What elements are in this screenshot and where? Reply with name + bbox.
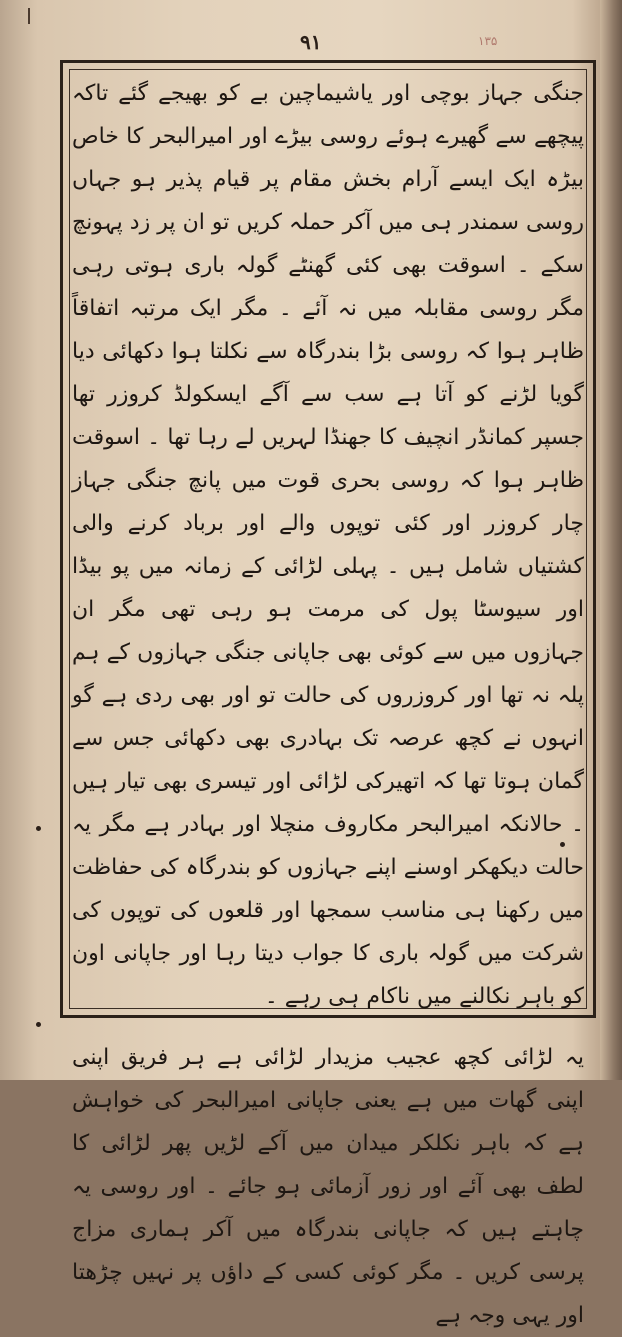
ink-dot [36, 1022, 41, 1027]
page-number: ۹۱ [300, 30, 322, 54]
folio-mark: ۱۳۵ [478, 34, 498, 48]
ink-dot [36, 826, 41, 831]
paragraph-1: جنگی جہاز بوچی اور یاشیماچین بے کو بھیجے گئے تاکہ پیچھے سے گھیرے ہوئے روسی بیڑے اور امیرالبحر کا خاص بیڑہ ایک ایسے آرام بخش مقام پر قیام پذیر ہو جہاں روسی سمندر ہی میں آکر حملہ کریں تو ان پر زد پہونچ سکے ۔ اسوقت بھی کئی گھنٹے گولہ باری ہوتی رہی مگر روسی مقابلہ میں نہ آئے ۔ مگر ایک مرتبہ اتفاقاً ظاہر ہوا کہ روسی بڑا بندرگاہ سے نکلتا ہوا دکھائی دیا گویا لڑنے کو آتا ہے سب سے آگے ایسکولڈ کروزر تھا جسپر کمانڈر انچیف کا جھنڈا لہریں لے رہا تھا ۔ اسوقت ظاہر ہوا کہ روسی بحری قوت میں پانچ جنگی جہاز چار کروزر اور کئی توپوں والے اور برباد کرنے والی کشتیاں شامل ہیں ۔ پہلی لڑائی کے زمانہ میں پو بیڈا اور سیوسٹا پول کی مرمت ہو رہی تھی مگر ان جہازوں میں سے کوئی بھی جاپانی جنگی جہازوں کے ہم پلہ نہ تھا اور کروزروں کی حالت تو اور بھی ردی ہے گو انہوں نے کچھ عرصہ تک بہادری بھی دکھائی جس سے گمان ہوتا تھا کہ اتھیرکی لڑائی اور تیسری بھی تیار ہیں ۔ حالانکہ امیرالبحر مکاروف منچلا اور بہادر ہے مگر یہ حالت دیکھکر اوسنے اپنے جہازوں کو بندرگاہ کی حفاظت میں رکھنا ہی مناسب سمجھا اور قلعوں کی توپوں کی شرکت میں گولہ باری کا جواب دیتا رہا اور جاپانی اون کو باہر نکالنے میں ناکام ہی رہے ۔ [72, 81, 584, 1009]
corner-mark [28, 8, 30, 24]
paragraph-2: یہ لڑائی کچھ عجیب مزیدار لڑائی ہے ہر فریق اپنی اپنی گھات میں ہے یعنی جاپانی امیرالبحر کی خواہش ہے کہ باہر نکلکر میدان میں آکے لڑیں پھر لڑائی کا لطف بھی آئے اور زور آزمائی ہو جائے ۔ اور روسی یہ چاہتے ہیں کہ جاپانی بندرگاہ میں آکر ہماری مزاج پرسی کریں ۔ مگر کوئی کسی کے داؤں پر نہیں چڑھتا اور یہی وجہ ہے [72, 1045, 584, 1328]
body-text [72, 72, 584, 1337]
page-edge [600, 0, 622, 1080]
ink-dot [560, 842, 565, 847]
